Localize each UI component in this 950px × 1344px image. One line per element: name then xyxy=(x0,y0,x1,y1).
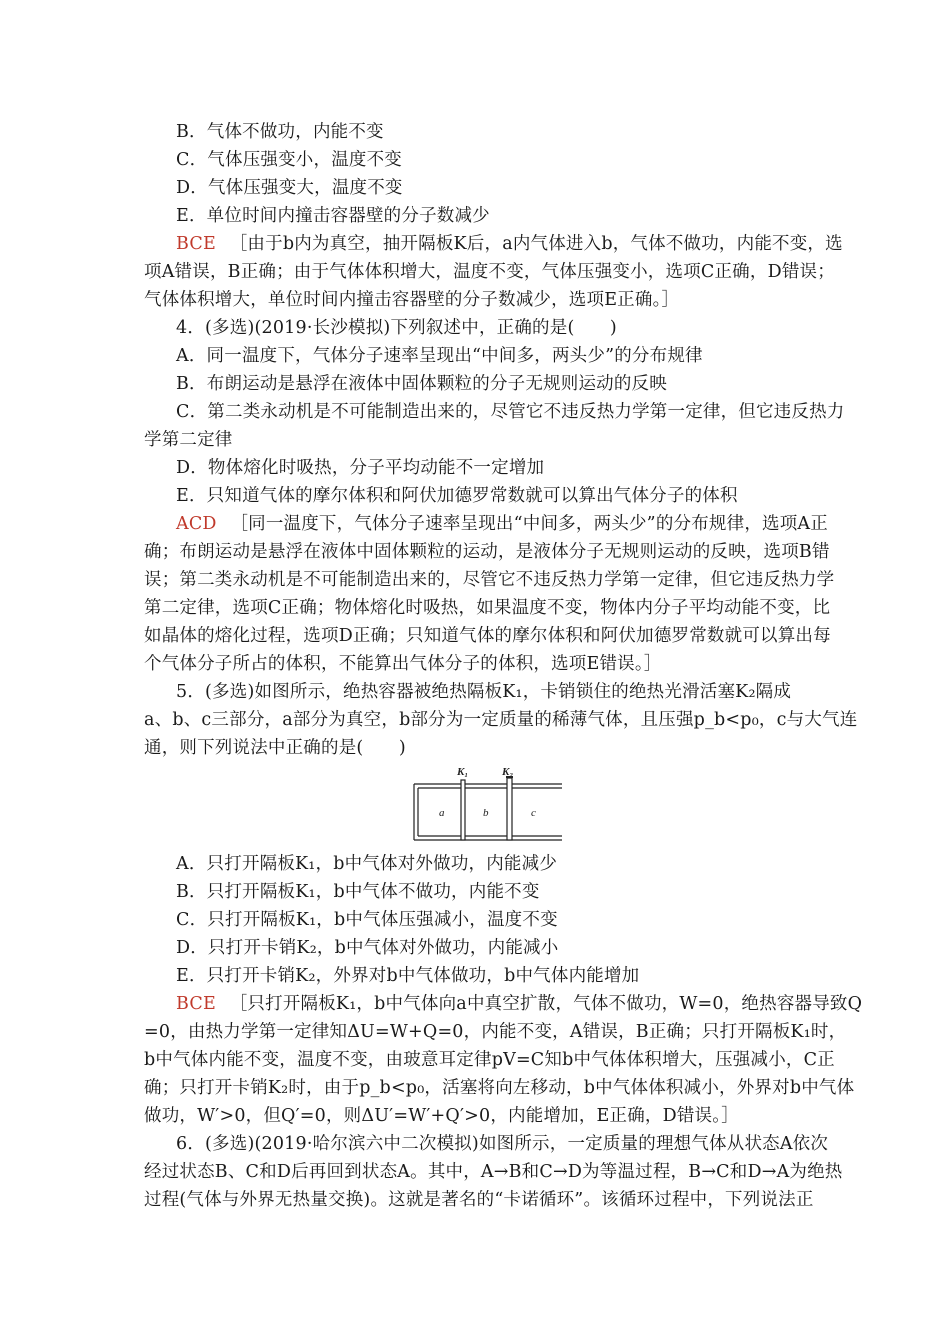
q4-option-b: B．布朗运动是悬浮在液体中固体颗粒的分子无规则运动的反映 xyxy=(176,374,667,394)
q4-option-c: C．第二类永动机是不可能制造出来的，尽管它不违反热力学第一定律，但它违反热力 xyxy=(176,402,845,422)
q5-option-c: C．只打开隔板K₁，b中气体压强减小，温度不变 xyxy=(176,910,558,930)
label-a: a xyxy=(439,807,445,819)
q3-answer-line-3: 气体体积增大，单位时间内撞击容器壁的分子数减少，选项E正确。］ xyxy=(144,290,680,310)
q5-answer-line-4: 确；只打开卡销K₂时，由于p_b<p₀，活塞将向左移动，b中气体体积减小，外界对b中气体 xyxy=(144,1078,855,1098)
label-c: c xyxy=(531,807,536,819)
q5-answer-line-2: =0，由热力学第一定律知ΔU=W+Q=0，内能不变，A错误，B正确；只打开隔板K₁时， xyxy=(144,1022,847,1042)
q5-stem-line-3: 通，则下列说法中正确的是( ) xyxy=(144,738,406,758)
q5-option-d: D．只打开卡销K₂，b中气体对外做功，内能减小 xyxy=(176,938,559,958)
q5-answer-line-5: 做功，W′>0，但Q′=0，则ΔU′=W′+Q′>0，内能增加，E正确，D错误。］ xyxy=(144,1106,739,1126)
q3-answer-text-1: ［由于b内为真空，抽开隔板K后，a内气体进入b，气体不做功，内能不变，选 xyxy=(229,234,843,254)
partition-k1 xyxy=(461,780,465,840)
q5-stem-line-1: 5．(多选)如图所示，绝热容器被绝热隔板K₁，卡销锁住的绝热光滑活塞K₂隔成 xyxy=(176,682,792,702)
q4-answer-line-1 xyxy=(0,510,950,538)
q4-answer-line-2: 确；布朗运动是悬浮在液体中固体颗粒的运动，是液体分子无规则运动的反映，选项B错 xyxy=(144,542,830,562)
q5-answer-line-1 xyxy=(0,990,950,1018)
q5-option-e: E．只打开卡销K₂，外界对b中气体做功，b中气体内能增加 xyxy=(176,966,640,986)
piston-k2 xyxy=(507,778,512,840)
q6-stem-line-2: 经过状态B、C和D后再回到状态A。其中，A→B和C→D为等温过程，B→C和D→A为绝热 xyxy=(144,1162,843,1182)
q4-answer-line-4: 第二定律，选项C正确；物体熔化时吸热，如果温度不变，物体内分子平均动能不变，比 xyxy=(144,598,831,618)
q4-answer-text-1: ［同一温度下，气体分子速率呈现出“中间多，两头少”的分布规律，选项A正 xyxy=(230,514,828,534)
label-b: b xyxy=(483,807,489,819)
q3-option-c: C．气体压强变小，温度不变 xyxy=(176,150,402,170)
q4-option-d: D．物体熔化时吸热，分子平均动能不一定增加 xyxy=(176,458,545,478)
q5-option-b: B．只打开隔板K₁，b中气体不做功，内能不变 xyxy=(176,882,540,902)
q3-option-b: B．气体不做功，内能不变 xyxy=(176,122,384,142)
q4-option-a: A．同一温度下，气体分子速率呈现出“中间多，两头少”的分布规律 xyxy=(176,346,703,366)
q6-stem-line-1: 6．(多选)(2019·哈尔滨六中二次模拟)如图所示，一定质量的理想气体从状态A依次 xyxy=(176,1134,829,1154)
q3-option-d: D．气体压强变大，温度不变 xyxy=(176,178,403,198)
q4-answer-line-3: 误；第二类永动机是不可能制造出来的，尽管它不违反热力学第一定律，但它违反热力学 xyxy=(144,570,835,590)
container-figure xyxy=(412,764,562,844)
q6-stem-line-3: 过程(气体与外界无热量交换)。这就是著名的“卡诺循环”。该循环过程中，下列说法正 xyxy=(144,1190,814,1210)
q3-answer-line-1 xyxy=(0,230,950,258)
q5-answer-line-3: b中气体内能不变，温度不变，由玻意耳定律pV=C知b中气体体积增大，压强减小，C正 xyxy=(144,1050,835,1070)
q4-stem: 4．(多选)(2019·长沙模拟)下列叙述中，正确的是( ) xyxy=(176,318,617,338)
q4-option-e: E．只知道气体的摩尔体积和阿伏加德罗常数就可以算出气体分子的体积 xyxy=(176,486,738,506)
q5-answer-text-1: ［只打开隔板K₁，b中气体向a中真空扩散，气体不做功，W=0，绝热容器导致Q xyxy=(229,994,863,1014)
q4-option-c-cont: 学第二定律 xyxy=(144,430,233,450)
q3-answer-line-2: 项A错误，B正确；由于气体体积增大，温度不变，气体压强变小，选项C正确，D错误； xyxy=(144,262,835,282)
q5-option-a: A．只打开隔板K₁，b中气体对外做功，内能减少 xyxy=(176,854,558,874)
label-k1: K₁ xyxy=(457,766,469,778)
q4-answer-line-6: 个气体分子所占的体积，不能算出气体分子的体积，选项E错误。］ xyxy=(144,654,662,674)
q4-answer-code: ACD xyxy=(176,514,217,534)
q5-answer-code: BCE xyxy=(176,994,216,1014)
q5-stem-line-2: a、b、c三部分，a部分为真空，b部分为一定质量的稀薄气体，且压强p_b<p₀，c与大气连 xyxy=(144,710,858,730)
label-k2: K₂ xyxy=(502,766,514,778)
q3-answer-code: BCE xyxy=(176,234,216,254)
q4-answer-line-5: 如晶体的熔化过程，选项D正确；只知道气体的摩尔体积和阿伏加德罗常数就可以算出每 xyxy=(144,626,831,646)
q3-option-e: E．单位时间内撞击容器壁的分子数减少 xyxy=(176,206,490,226)
